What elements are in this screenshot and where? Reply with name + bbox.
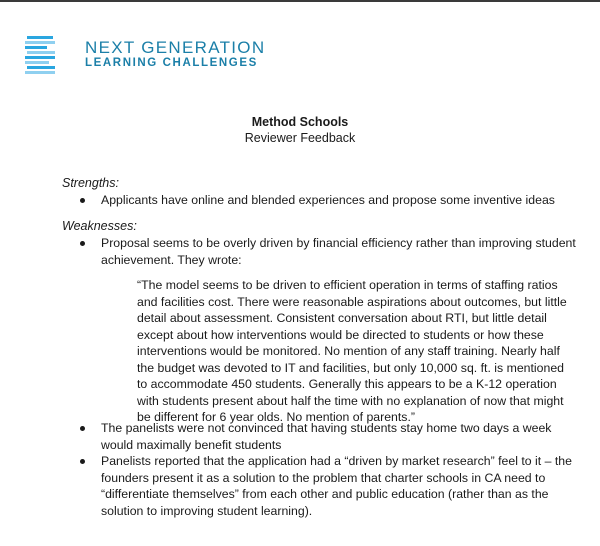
list-item: [62, 235, 582, 268]
logo-text: [85, 39, 265, 70]
list-item: [62, 453, 582, 519]
strengths-list: [62, 192, 582, 209]
logo-line1: NEXT GENERATION: [85, 37, 266, 57]
weakness-text: Proposal seems to be overly driven by financial efficiency rather than improving student achievement. They wrote:: [101, 236, 576, 267]
logo-line2: LEARNING CHALLENGES: [85, 56, 258, 69]
bullet-icon: [80, 426, 85, 431]
document-heading: [0, 114, 600, 146]
ngl-stripes-logo-icon: [25, 35, 57, 73]
bullet-icon: [80, 241, 85, 246]
weakness-text: The panelists were not convinced that having students stay home two days a week would maximally benefit students: [101, 421, 552, 452]
document-subtitle: Reviewer Feedback: [244, 131, 356, 145]
weakness-text: Panelists reported that the application had a “driven by market research” feel to it – the founders present it as a solution to the problem that charter schools in CA need to “differentiate themselves” from each other and public education (rather than as the solution to improving student learning).: [101, 454, 572, 518]
weaknesses-label: Weaknesses:: [62, 219, 137, 233]
weaknesses-list-1: [62, 235, 582, 268]
strength-text: Applicants have online and blended experiences and propose some inventive ideas: [101, 193, 555, 207]
strengths-label: Strengths:: [62, 176, 119, 190]
reviewer-quote: “The model seems to be driven to efficient operation in terms of staffing ratios and facilities cost. There were reasonable aspirations about outcomes, but little detail about assessment. Consistent conversation about RTI, but little detail except about how interventions would be directed to students or how these interventions would be monitored. No mention of any staff training. Nearly half the budget was devoted to IT and facilities, but only 10,000 sq. ft. is mentioned to accommodate 450 students. Generally this appears to be a K-12 operation with students present about half the time with no explanation of now that might be different for 6 year olds. No mention of parents.”: [137, 278, 567, 424]
weaknesses-list-2: [62, 420, 582, 519]
list-item: [62, 192, 582, 209]
bullet-icon: [80, 459, 85, 464]
bullet-icon: [80, 198, 85, 203]
document-title: Method Schools: [251, 115, 349, 129]
list-item: [62, 420, 582, 453]
logo: [25, 35, 265, 73]
